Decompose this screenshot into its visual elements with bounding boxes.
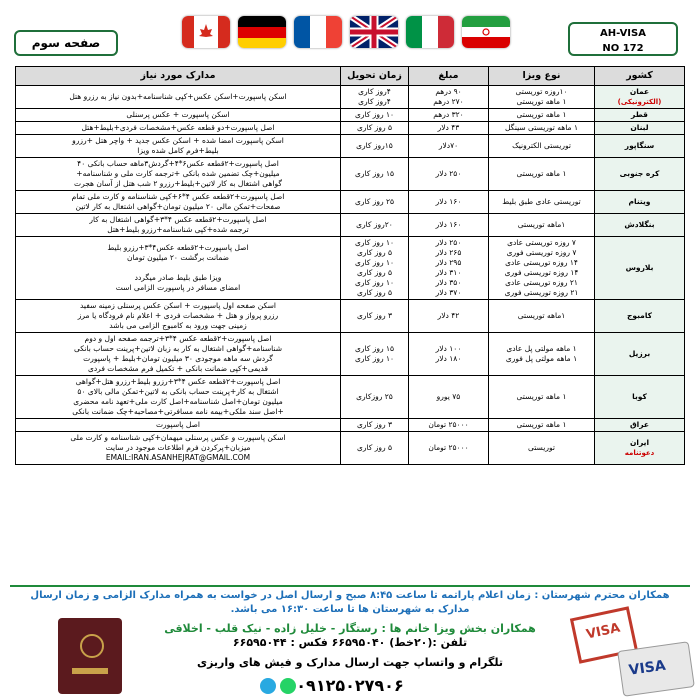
delivery-time-cell-line: ۵ روز کاری	[356, 443, 392, 452]
delivery-time-cell-line: ۴روز کاری	[358, 87, 391, 96]
documents-cell-line: +اصل سند ملکی+بیمه نامه مسافرتی+مصاحبه+چک ضمانت بانکی	[72, 407, 284, 416]
documents-cell-line: EMAIL:IRAN.ASANHEJRAT@GMAIL.COM	[105, 453, 251, 462]
country-name: کامبوج	[627, 311, 652, 320]
country-name: ویتنام	[628, 197, 651, 206]
visa-type-cell-line: ۷ روزه توریستی فوری	[506, 248, 577, 257]
visa-type-cell	[489, 214, 595, 237]
table-row	[16, 158, 685, 191]
documents-cell-line: اصل پاسپورت+۲قطعه عکس ۴*۳+ترجمه صفحه اول و دوم	[84, 334, 272, 343]
price-cell	[409, 214, 489, 237]
page-label: صفحه سوم	[14, 30, 118, 56]
table-row	[16, 214, 685, 237]
documents-cell-line: اصل پاسپورت+۲قطعه عکس۶*۴+گردش۳ماهه حساب بانکی ۴۰	[77, 159, 279, 168]
country-name: قطر	[631, 110, 648, 119]
col-time: زمان تحویل	[341, 67, 409, 86]
visa-type-cell-line: توریستی	[528, 443, 555, 452]
price-cell-line: ۷۵ یورو	[436, 392, 461, 401]
uk-flag	[350, 16, 398, 48]
visa-type-cell-line: ۱ماهه توریستی	[517, 220, 566, 229]
country-name: عمان	[629, 87, 650, 96]
documents-cell-line: اصل پاسپورت+۲قطعه عکس ۴*۳+گواهی اشتغال به کار	[89, 215, 267, 224]
documents-cell-line: میزبان+پرکردن فرم اطلاعات موجود در سایت	[105, 443, 251, 452]
delivery-time-cell-line: ۲۵ روزکاری	[356, 392, 393, 401]
documents-cell	[16, 122, 341, 135]
visa-card-text: VISA	[627, 657, 667, 679]
price-cell-line: ۲۵۰ دلار	[435, 169, 462, 178]
price-cell-line: ۲۵۰۰۰ تومان	[428, 443, 469, 452]
price-cell-line: ۷۰دلار	[438, 141, 459, 150]
delivery-time-cell-line: ۱۵ روز کاری	[354, 344, 395, 353]
country-cell	[595, 158, 685, 191]
documents-cell-line: صفحات+تمکن مالی ۲۰ میلیون تومان+گواهی اشتغال به کار لاتین	[75, 202, 281, 211]
col-price: مبلغ	[409, 67, 489, 86]
country-name: سنگاپور	[624, 141, 655, 150]
visa-type-cell-line: ۱۰روزه توریستی	[515, 87, 568, 96]
price-cell-line: ۱۶۰ دلار	[435, 220, 462, 229]
delivery-time-cell-line: ۱۰ روز کاری	[354, 354, 395, 363]
documents-cell-line: گواهی اشتغال به کار لاتین+بلیط+رزرو ۲ شب هتل از آسان هجرت	[74, 179, 282, 188]
price-cell-line: ۲۷۰ درهم	[433, 97, 464, 106]
visa-type-cell	[489, 191, 595, 214]
country-cell	[595, 376, 685, 419]
documents-cell-line: امضای مسافر در پاسپورت الزامی است	[115, 283, 241, 292]
delivery-time-cell	[341, 419, 409, 432]
delivery-time-cell-line: ۱۰ روز کاری	[354, 238, 395, 247]
documents-cell	[16, 333, 341, 376]
price-cell-line: ۳۱۰ دلار	[435, 268, 462, 277]
country-sub: دعوتنامه	[624, 449, 655, 457]
visa-type-cell	[489, 300, 595, 333]
visa-type-cell-line: ۱ ماهه مولتی پل عادی	[506, 344, 577, 353]
country-name: برزیل	[628, 349, 651, 358]
documents-cell	[16, 376, 341, 419]
documents-cell-line: ویزا طبق بلیط صادر میگردد	[134, 273, 222, 282]
price-cell-line: ۲۹۵ دلار	[435, 258, 462, 267]
delivery-time-cell	[341, 300, 409, 333]
table-row	[16, 122, 685, 135]
documents-cell	[16, 237, 341, 300]
canada-flag	[182, 16, 230, 48]
germany-flag	[238, 16, 286, 48]
price-cell-line: ۱۸۰ دلار	[435, 354, 462, 363]
delivery-time-cell	[341, 135, 409, 158]
documents-cell-line: اسکن پاسپورت امضا شده + اسکن عکس جدید + واچر هتل +رزرو	[72, 136, 284, 145]
price-cell	[409, 237, 489, 300]
delivery-time-cell	[341, 376, 409, 419]
visa-code-line2: NO 172	[602, 43, 644, 54]
delivery-time-cell-line: ۳ روز کاری	[356, 420, 392, 429]
visa-type-cell-line: ۱۴ روزه توریستی فوری	[504, 268, 579, 277]
price-cell	[409, 333, 489, 376]
price-cell-line: ۳۷۰ دلار	[435, 288, 462, 297]
delivery-time-cell	[341, 333, 409, 376]
table-row	[16, 191, 685, 214]
visa-type-cell	[489, 86, 595, 109]
documents-cell-line: اصل پاسپورت+۲قطعه عکس ۴*۳+رزرو بلیط+رزرو هتل+گواهی	[75, 377, 281, 386]
table-row	[16, 109, 685, 122]
notice-line2: مدارک به شهرستان ها تا ساعت ۱۶:۳۰ می باشد.	[230, 604, 470, 615]
delivery-time-cell	[341, 191, 409, 214]
price-cell	[409, 300, 489, 333]
country-name: بنگلادش	[624, 220, 655, 229]
documents-cell-line: ضمانت برگشت ۲۰ میلیون تومان	[126, 253, 230, 262]
table-row	[16, 237, 685, 300]
price-cell-line: ۳۵۰ دلار	[435, 278, 462, 287]
table-row	[16, 86, 685, 109]
documents-cell-line: میلیون تومان+اصل شناسنامه+اصل کارت ملی+تعهد نامه محضری	[73, 397, 283, 406]
visa-type-cell	[489, 432, 595, 465]
visa-type-cell-line: ۱ ماهه توریستی	[516, 420, 567, 429]
delivery-time-cell-line: ۳ روز کاری	[356, 311, 392, 320]
visa-card-image	[617, 641, 695, 697]
visa-type-cell-line: ۱۴ روزه توریستی عادی	[505, 258, 578, 267]
price-cell-line: ۹۰ درهم	[435, 87, 462, 96]
table-row	[16, 376, 685, 419]
visa-type-cell-line: ۱ ماهه توریستی	[516, 169, 567, 178]
documents-cell	[16, 109, 341, 122]
visa-type-cell-line: ۱ ماهه مولتی پل فوری	[505, 354, 578, 363]
documents-cell-line: میلیون+چک تضمین شده بانکی +ترجمه کارت ملی و شناسنامه+	[76, 169, 280, 178]
notice-line1: همکاران محترم شهرستان : زمان اعلام پاراتمه تا ساعت ۸:۴۵ صبح و ارسال اصل در خواست به همراه مدارک الزامی و زمان ارسال	[30, 590, 670, 601]
delivery-time-cell	[341, 432, 409, 465]
visa-type-cell-line: ۱ ماهه توریستی	[516, 97, 567, 106]
visa-type-cell-line: ۲۱ روزه توریستی فوری	[504, 288, 579, 297]
documents-cell-line: اسکن صفحه اول پاسپورت + اسکن عکس پرسنلی زمینه سفید	[80, 301, 276, 310]
country-name: ایران	[629, 438, 650, 447]
price-cell	[409, 191, 489, 214]
delivery-time-cell-line: ۱۰ روز کاری	[354, 278, 395, 287]
price-cell	[409, 109, 489, 122]
documents-cell	[16, 419, 341, 432]
delivery-time-cell-line: ۵ روز کاری	[356, 288, 392, 297]
documents-cell-line: اشتغال به کار+پرینت حساب بانکی به لاتین+تمکن مالی بالای ۵۰	[77, 387, 279, 396]
delivery-time-cell	[341, 122, 409, 135]
documents-cell-line: اصل پاسپورت	[156, 420, 200, 429]
country-cell	[595, 135, 685, 158]
visa-type-cell-line: ۷ روزه توریستی عادی	[507, 238, 576, 247]
visa-type-cell	[489, 376, 595, 419]
country-name: کره جنوبی	[619, 169, 660, 178]
country-name: عراق	[629, 420, 650, 429]
price-cell	[409, 86, 489, 109]
documents-cell-line: شناسنامه+گواهی اشتغال به کار به زبان لاتین+پرینت حساب بانکی	[73, 344, 283, 353]
col-country: کشور	[595, 67, 685, 86]
delivery-time-cell-line: ۱۵ روز کاری	[354, 169, 395, 178]
visa-type-cell	[489, 122, 595, 135]
visa-type-cell-line: ۱ ماهه توریستی سینگل	[505, 123, 578, 132]
documents-cell-line	[19, 263, 337, 273]
delivery-time-cell	[341, 109, 409, 122]
col-docs: مدارک مورد نیاز	[16, 67, 341, 86]
italy-flag	[406, 16, 454, 48]
delivery-time-cell-line: ۲۵ روز کاری	[354, 197, 395, 206]
documents-cell	[16, 86, 341, 109]
country-cell	[595, 86, 685, 109]
price-cell-line: ۱۶۰ دلار	[435, 197, 462, 206]
delivery-time-cell-line: ۲۰روز کاری	[356, 220, 393, 229]
visa-type-cell	[489, 333, 595, 376]
table-row	[16, 300, 685, 333]
country-cell	[595, 333, 685, 376]
delivery-time-cell-line: ۱۰ روز کاری	[354, 110, 395, 119]
documents-cell-line: زمینی جهت ورود به کامبوج الزامی می باشد	[109, 321, 247, 330]
documents-cell	[16, 300, 341, 333]
flags-row	[182, 16, 510, 48]
iran-flag	[462, 16, 510, 48]
table-header	[16, 67, 685, 86]
documents-cell-line: بلیط+فرم کامل شده ویزا	[137, 146, 219, 155]
phone-fax: تلفن :(۲۰خط) ۶۶۵۹۵۰۴۰ فکس : ۶۶۵۹۵۰۴۴	[232, 636, 468, 649]
documents-cell	[16, 158, 341, 191]
documents-cell-line: اسکن پاسپورت و عکس پرسنلی میهمان+کپی شناسنامه و کارت ملی	[70, 433, 286, 442]
documents-cell-line: اصل پاسپورت+دو قطعه عکس+مشخصات فردی+بلیط+هتل	[81, 123, 275, 132]
documents-cell-line: اصل پاسپورت+۲قطعه عکس ۴*۶+کپی شناسنامه و کارت ملی تمام	[71, 192, 285, 201]
documents-cell-line: قدیمی+کپی ضمانت بانکی + تکمیل فرم مشخصات فردی	[87, 364, 269, 373]
delivery-time-cell-line: ۱۵روز کاری	[356, 141, 393, 150]
footer-divider	[10, 585, 690, 587]
visa-type-cell	[489, 135, 595, 158]
visa-type-cell	[489, 419, 595, 432]
documents-cell-line: اصل پاسپورت+۲قطعه عکس۴*۳+رزرو بلیط	[107, 243, 249, 252]
country-cell	[595, 109, 685, 122]
mobile-number: ۰۹۱۲۵۰۲۷۹۰۶	[296, 676, 404, 695]
delivery-time-cell-line: ۵ روز کاری	[356, 248, 392, 257]
delivery-time-cell-line: ۵ روز کاری	[356, 123, 392, 132]
price-cell	[409, 158, 489, 191]
visa-table	[15, 66, 685, 465]
visa-stamp-image: VISA	[570, 606, 638, 663]
staff-names: همکاران بخش ویزا خانم ها : رستگار - خلیل زاده - نیک قلب - اخلاقی	[164, 622, 536, 635]
price-cell-line: ۴۲ دلار	[437, 311, 460, 320]
price-cell-line: ۱۰۰ دلار	[435, 344, 462, 353]
visa-code-line1: AH-VISA	[600, 28, 646, 39]
country-name: لبنان	[630, 123, 649, 132]
documents-cell	[16, 214, 341, 237]
country-name: بلاروس	[625, 263, 654, 272]
table-row	[16, 419, 685, 432]
passport-image	[58, 618, 122, 694]
delivery-time-cell	[341, 214, 409, 237]
price-cell-line: ۲۵۰ دلار	[435, 238, 462, 247]
footer-notice	[10, 589, 690, 617]
documents-cell	[16, 191, 341, 214]
table-row	[16, 135, 685, 158]
visa-type-cell-line: ۲۱ روزه توریستی عادی	[505, 278, 578, 287]
country-cell	[595, 237, 685, 300]
price-cell-line: ۲۵۰۰۰ تومان	[428, 420, 469, 429]
country-cell	[595, 191, 685, 214]
documents-cell-line: رزرو پرواز و هتل + مشخصات فردی + اعلام نام فرودگاه یا مرز	[77, 311, 279, 320]
delivery-time-cell-line: ۴روز کاری	[358, 97, 391, 106]
price-cell	[409, 135, 489, 158]
price-cell-line: ۴۳ دلار	[437, 123, 460, 132]
price-cell-line: ۳۲۰ درهم	[433, 110, 464, 119]
price-cell	[409, 376, 489, 419]
documents-cell	[16, 432, 341, 465]
country-cell	[595, 419, 685, 432]
country-cell	[595, 300, 685, 333]
visa-type-cell	[489, 109, 595, 122]
visa-type-cell-line: ۱ماهه توریستی	[517, 311, 566, 320]
price-cell-line: ۲۶۵ دلار	[435, 248, 462, 257]
delivery-time-cell	[341, 237, 409, 300]
country-sub: (الکترونیکی)	[617, 98, 662, 106]
visa-type-cell	[489, 237, 595, 300]
documents-cell	[16, 135, 341, 158]
country-name: کوبا	[632, 392, 647, 401]
documents-cell-line: اسکن پاسپورت + عکس پرسنلی	[126, 110, 230, 119]
country-cell	[595, 214, 685, 237]
country-cell	[595, 122, 685, 135]
telegram-whatsapp-note: تلگرام و واتساپ جهت ارسال مدارک و فیش های واریزی	[197, 656, 503, 669]
price-cell	[409, 419, 489, 432]
price-cell	[409, 432, 489, 465]
table-row	[16, 333, 685, 376]
visa-type-cell	[489, 158, 595, 191]
delivery-time-cell-line: ۵ روز کاری	[356, 268, 392, 277]
documents-cell-line: ترجمه شده+کپی شناسنامه+رزرو بلیط+هتل	[107, 225, 249, 234]
delivery-time-cell	[341, 86, 409, 109]
visa-type-cell-line: توریستی عادی طبق بلیط	[502, 197, 581, 206]
delivery-time-cell	[341, 158, 409, 191]
documents-cell-line: اسکن پاسپورت+اسکن عکس+کپی شناسنامه+بدون نیاز به رزرو هتل	[69, 92, 287, 101]
col-type: نوع ویزا	[489, 67, 595, 86]
delivery-time-cell-line: ۱۰ روز کاری	[354, 258, 395, 267]
visa-type-cell-line: ۱ ماهه توریستی	[516, 110, 567, 119]
documents-cell-line: گردش سه ماهه موجودی ۳۰ میلیون تومان+بلیط + پاسپورت	[83, 354, 273, 363]
price-cell	[409, 122, 489, 135]
table-row	[16, 432, 685, 465]
visa-type-cell-line: ۱ ماهه توریستی	[516, 392, 567, 401]
france-flag	[294, 16, 342, 48]
country-cell	[595, 432, 685, 465]
visa-code	[568, 22, 678, 56]
visa-type-cell-line: توریستی الکترونیک	[512, 141, 571, 150]
